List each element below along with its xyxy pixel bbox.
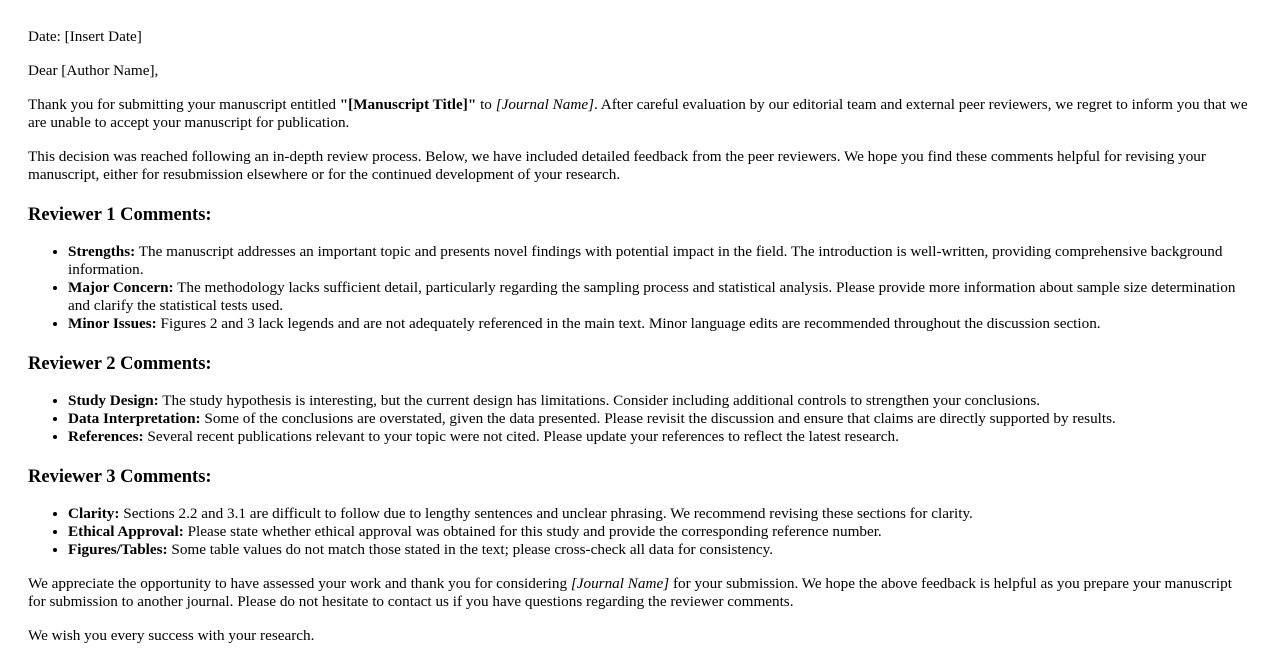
salutation: Dear [Author Name],	[28, 62, 159, 79]
comment-text: Sections 2.2 and 3.1 are difficult to follow due to lengthy sentences and unclear phrasing. We recommend revising these sections for clarity.	[119, 505, 973, 522]
comment-text: The methodology lacks sufficient detail, particularly regarding the sampling process and statistical analysis. Please provide more information about sample size determination and clarify the statistical tests used.	[68, 279, 1236, 314]
comment-item	[68, 392, 1250, 410]
comment-text: The study hypothesis is interesting, but the current design has limitations. Consider including additional controls to strengthen your conclusions.	[158, 392, 1041, 409]
farewell: We wish you every success with your research.	[28, 627, 315, 644]
decision-paragraph: This decision was reached following an in-depth review process. Below, we have included detailed feedback from the peer reviewers. We hope you find these comments helpful for revising your manuscript, either for resubmission elsewhere or for the continued development of your research.	[28, 148, 1206, 183]
comment-item	[68, 279, 1250, 315]
journal-name: [Journal Name]	[495, 96, 594, 113]
intro-text-3: . After careful evaluation by our editorial team and external peer reviewers, we regret to inform you that we are unable to accept your manuscript for publication.	[28, 96, 1248, 131]
comment-text: Some table values do not match those stated in the text; please cross-check all data for consistency.	[167, 541, 774, 558]
comment-label: Study Design:	[68, 392, 159, 409]
comment-label: Major Concern:	[68, 279, 174, 296]
comment-label: Strengths:	[68, 243, 136, 260]
reviewer-1-comments	[28, 243, 1250, 333]
comment-text: Some of the conclusions are overstated, given the data presented. Please revisit the discussion and ensure that claims are directly supported by results.	[200, 410, 1116, 427]
reviewer-3-comments	[28, 505, 1250, 559]
letter-document	[28, 28, 1250, 661]
comment-text: Please state whether ethical approval was obtained for this study and provide the corresponding reference number.	[183, 523, 882, 540]
reviewer-2-heading: Reviewer 2 Comments:	[28, 354, 212, 374]
comment-label: Minor Issues:	[68, 315, 157, 332]
reviewer-1-heading: Reviewer 1 Comments:	[28, 205, 212, 225]
comment-label: Figures/Tables:	[68, 541, 168, 558]
journal-name: [Journal Name]	[570, 575, 670, 592]
comment-label: Data Interpretation:	[68, 410, 201, 427]
date-line: Date: [Insert Date]	[28, 28, 142, 45]
comment-item	[68, 523, 1250, 541]
intro-paragraph	[28, 96, 1250, 132]
intro-text-2: to	[476, 96, 496, 113]
intro-text-1: Thank you for submitting your manuscript entitled	[28, 96, 340, 113]
comment-item	[68, 505, 1250, 523]
closing-text-1: We appreciate the opportunity to have assessed your work and thank you for considering	[28, 575, 571, 592]
comment-item	[68, 315, 1250, 333]
comment-label: Clarity:	[68, 505, 120, 522]
manuscript-title: "[Manuscript Title]"	[339, 96, 477, 113]
comment-item	[68, 428, 1250, 446]
closing-paragraph	[28, 575, 1250, 611]
comment-text: The manuscript addresses an important topic and presents novel findings with potential impact in the field. The introduction is well-written, providing comprehensive background information.	[68, 243, 1223, 278]
comment-text: Figures 2 and 3 lack legends and are not adequately referenced in the main text. Minor language edits are recommended throughout the discussion section.	[156, 315, 1101, 332]
comment-text: Several recent publications relevant to your topic were not cited. Please update your references to reflect the latest research.	[143, 428, 899, 445]
reviewer-2-comments	[28, 392, 1250, 446]
comment-item	[68, 410, 1250, 428]
reviewer-3-heading: Reviewer 3 Comments:	[28, 467, 212, 487]
comment-label: References:	[68, 428, 144, 445]
comment-label: Ethical Approval:	[68, 523, 184, 540]
closing-text-2: for your submission. We hope the above feedback is helpful as you prepare your manuscript for submission to another journal. Please do not hesitate to contact us if you have questions regarding the reviewer comments.	[28, 575, 1232, 610]
comment-item	[68, 541, 1250, 559]
comment-item	[68, 243, 1250, 279]
